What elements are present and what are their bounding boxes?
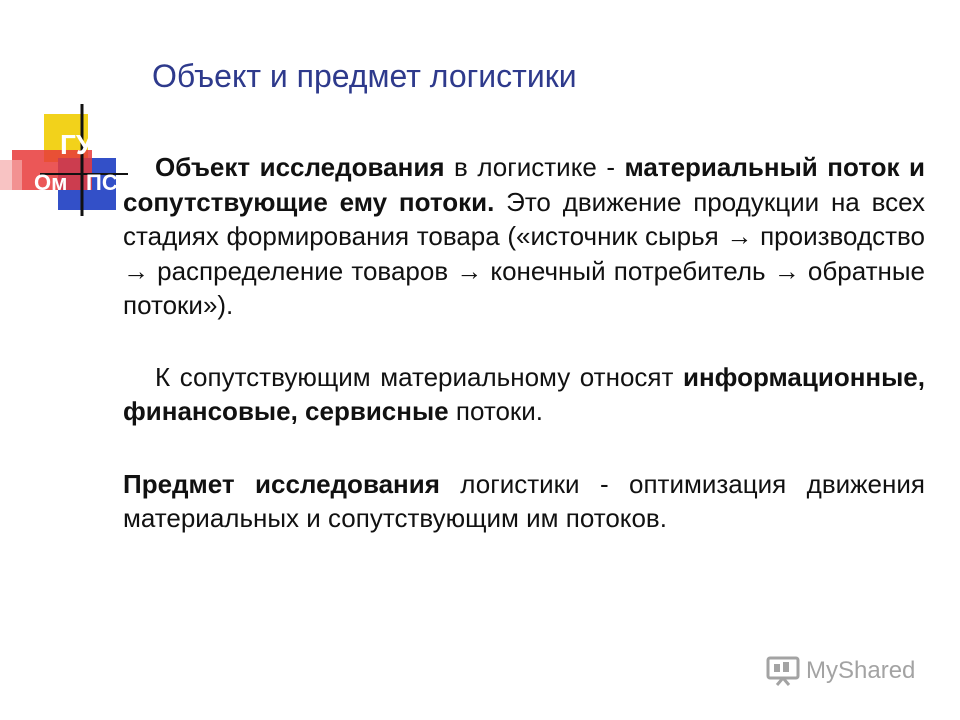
text-segment: в логистике - [444, 152, 625, 182]
term-flow-types: информационные, финансовые, сервисные [123, 361, 925, 426]
presentation-board-icon [766, 656, 800, 686]
slide-title: Объект и предмет логистики [152, 58, 577, 94]
watermark-text: MyShared [806, 657, 916, 684]
paragraph-subject [123, 467, 925, 536]
logo-letters-left: Ом [34, 170, 68, 195]
text-segment: Это движение продукции на всех стадиях формирования товара («источник сырья → производство → распределение товаров → конечный потребитель → обратные потоки»). [123, 186, 925, 320]
term-material-flow: материальный поток и сопутствующие ему потоки. [123, 152, 925, 217]
text-segment: логистики - оптимизация движения материальных и сопутствующим им потоков. [123, 468, 925, 533]
term-subject: Предмет исследования [123, 468, 440, 499]
logo-graphic [0, 100, 130, 220]
university-logo [0, 100, 130, 220]
slide-body [123, 150, 925, 536]
term-object: Объект исследования [155, 152, 445, 182]
logo-pink-block [0, 160, 22, 190]
logo-letters-right: ПС [86, 170, 118, 195]
watermark [766, 656, 915, 686]
logo-letters-top: ГУ [60, 129, 94, 160]
paragraph-object [123, 150, 925, 323]
text-segment: К сопутствующим материальному относят [155, 361, 683, 392]
paragraph-related-flows [123, 360, 925, 429]
text-segment: потоки. [448, 396, 544, 426]
